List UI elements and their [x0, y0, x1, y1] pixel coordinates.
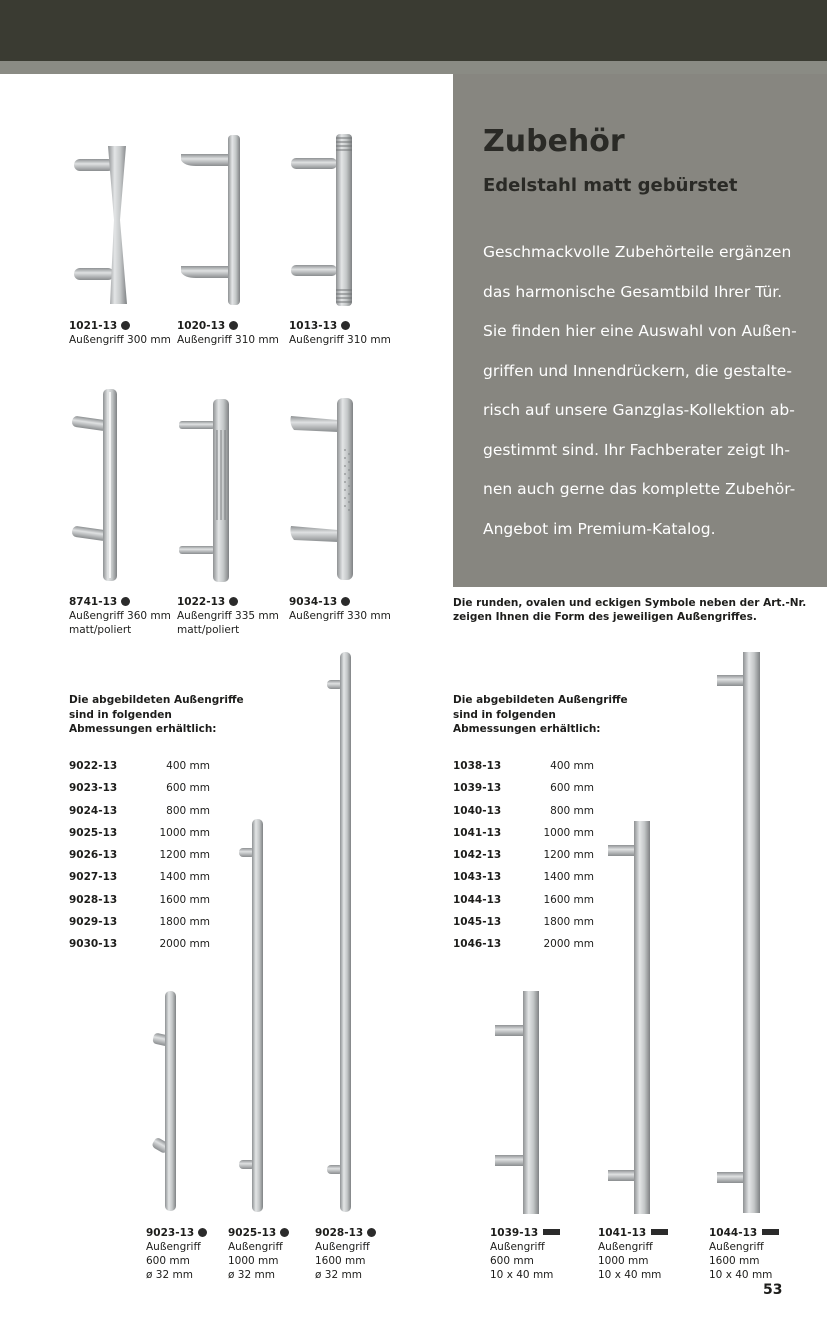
size-value: 600 mm: [166, 782, 210, 795]
article-profile: 10 x 40 mm: [598, 1269, 662, 1281]
bar-9023-13-image: [151, 991, 176, 1211]
size-row: [453, 916, 594, 938]
size-row: [69, 760, 210, 782]
article-profile: 10 x 40 mm: [709, 1269, 773, 1281]
size-code: 9026-13: [69, 849, 118, 862]
availability-heading-right: [453, 693, 628, 737]
size-row: [453, 805, 594, 827]
article-desc: Außengriff: [490, 1241, 545, 1253]
size-row: [453, 849, 594, 871]
size-row: [453, 894, 594, 916]
size-code: 9030-13: [69, 938, 118, 951]
size-value: 1800 mm: [543, 916, 594, 929]
size-value: 1000 mm: [159, 826, 210, 839]
heading-line: Abmessungen erhältlich:: [453, 723, 601, 735]
handle-1013-13-image: [291, 134, 352, 306]
article-finish: matt/poliert: [177, 624, 240, 636]
bar-1041-13-image: [608, 821, 650, 1214]
article-length: 1000 mm: [228, 1255, 279, 1267]
article-profile: 10 x 40 mm: [490, 1269, 554, 1281]
article-length: 600 mm: [490, 1255, 534, 1267]
size-code: 1040-13: [453, 804, 502, 817]
size-row: [453, 938, 594, 960]
article-desc: Außengriff 310 mm: [177, 334, 279, 346]
size-code: 1041-13: [453, 826, 502, 839]
article-finish: matt/poliert: [69, 624, 132, 636]
bar-9025-13-image: [239, 819, 263, 1212]
size-code: 9029-13: [69, 916, 118, 929]
round-shape-icon: [280, 1228, 289, 1237]
caption-9025-13: [228, 1226, 289, 1282]
intro-line: risch auf unsere Ganzglas-Kollektion ab-: [483, 401, 795, 419]
caption-1044-13: [709, 1226, 779, 1282]
article-diameter: ø 32 mm: [315, 1269, 362, 1281]
intro-line: gestimmt sind. Ihr Fachberater zeigt Ih-: [483, 440, 790, 459]
article-code: 1013-13: [289, 320, 338, 332]
handle-8741-13-image: [71, 389, 117, 581]
size-code: 9023-13: [69, 782, 118, 795]
caption-1021-13: [69, 319, 171, 347]
intro-line: nen auch gerne das komplette Zubehör-: [483, 480, 796, 498]
rectangular-shape-icon: [762, 1229, 779, 1235]
bar-1039-13-image: [495, 991, 539, 1214]
intro-line: Angebot im Premium-Katalog.: [483, 519, 716, 538]
size-value: 800 mm: [550, 804, 594, 817]
round-shape-icon: [229, 597, 238, 606]
article-length: 1600 mm: [709, 1255, 760, 1267]
caption-9023-13: [146, 1226, 207, 1282]
round-shape-icon: [229, 321, 238, 330]
size-code: 9027-13: [69, 871, 118, 884]
article-code: 9034-13: [289, 596, 338, 608]
size-value: 1400 mm: [159, 871, 210, 884]
article-diameter: ø 32 mm: [146, 1269, 193, 1281]
article-code: 9025-13: [228, 1227, 277, 1239]
article-code: 9028-13: [315, 1227, 364, 1239]
article-code: 1044-13: [709, 1227, 758, 1239]
bar-1044-13-image: [717, 652, 760, 1213]
size-code: 9024-13: [69, 804, 118, 817]
rectangular-shape-icon: [543, 1229, 560, 1235]
article-desc: Außengriff: [228, 1241, 283, 1253]
size-code: 9028-13: [69, 893, 118, 906]
round-shape-icon: [198, 1228, 207, 1237]
article-desc: Außengriff 330 mm: [289, 610, 391, 622]
round-shape-icon: [341, 321, 350, 330]
caption-1041-13: [598, 1226, 668, 1282]
caption-1020-13: [177, 319, 279, 347]
size-value: 1400 mm: [543, 871, 594, 884]
size-value: 1200 mm: [543, 849, 594, 862]
heading-line: sind in folgenden: [69, 708, 172, 721]
size-row: [69, 916, 210, 938]
article-desc: Außengriff: [146, 1241, 201, 1253]
article-desc: Außengriff: [598, 1241, 653, 1253]
size-row: [69, 938, 210, 960]
size-value: 800 mm: [166, 804, 210, 817]
article-code: 9023-13: [146, 1227, 195, 1239]
article-desc: Außengriff: [315, 1241, 370, 1253]
intro-line: Sie finden hier eine Auswahl von Außen-: [483, 322, 797, 340]
size-value: 1600 mm: [159, 893, 210, 906]
article-code: 1041-13: [598, 1227, 647, 1239]
article-length: 1000 mm: [598, 1255, 649, 1267]
article-length: 600 mm: [146, 1255, 190, 1267]
caption-9028-13: [315, 1226, 376, 1282]
size-code: 1044-13: [453, 893, 502, 906]
caption-8741-13: [69, 595, 171, 637]
bar-9028-13-image: [327, 652, 351, 1212]
handle-1020-13-image: [181, 135, 240, 305]
article-code: 1020-13: [177, 320, 226, 332]
size-code: 1042-13: [453, 849, 502, 862]
size-code: 1038-13: [453, 760, 502, 772]
caption-1039-13: [490, 1226, 560, 1282]
size-value: 2000 mm: [159, 938, 210, 951]
intro-line: Geschmackvolle Zubehörteile ergänzen: [483, 243, 792, 261]
handle-1021-13-image: [74, 146, 127, 304]
size-value: 1600 mm: [543, 893, 594, 906]
size-value: 1200 mm: [159, 849, 210, 862]
note-line: Die runden, ovalen und eckigen Symbole neben der Art.-Nr.: [453, 597, 807, 609]
size-code: 9022-13: [69, 760, 118, 772]
round-shape-icon: [341, 597, 350, 606]
size-code: 1046-13: [453, 938, 502, 951]
size-value: 1000 mm: [543, 826, 594, 839]
article-desc: Außengriff 360 mm: [69, 610, 171, 622]
page-title: Zubehör: [483, 124, 625, 159]
size-row: [453, 760, 594, 782]
size-code: 9025-13: [69, 826, 118, 839]
size-code: 1039-13: [453, 782, 502, 795]
heading-line: sind in folgenden: [453, 708, 556, 721]
article-code: 1021-13: [69, 320, 118, 332]
intro-line: griffen und Innendrückern, die gestalte-: [483, 361, 792, 380]
article-desc: Außengriff 300 mm: [69, 334, 171, 346]
heading-line: Die abgebildeten Außengriffe: [453, 694, 628, 706]
intro-line: das harmonische Gesamtbild Ihrer Tür.: [483, 282, 783, 301]
caption-9034-13: [289, 595, 391, 623]
article-desc: Außengriff 335 mm: [177, 610, 279, 622]
article-code: 1022-13: [177, 596, 226, 608]
availability-heading-left: [69, 693, 244, 737]
article-diameter: ø 32 mm: [228, 1269, 275, 1281]
size-value: 1800 mm: [159, 916, 210, 929]
caption-1013-13: [289, 319, 391, 347]
handle-9034-13-image: [290, 398, 353, 580]
size-row: [453, 782, 594, 804]
note-line: zeigen Ihnen die Form des jeweiligen Außengriffes.: [453, 611, 757, 623]
heading-line: Abmessungen erhältlich:: [69, 723, 217, 735]
size-row: [69, 827, 210, 849]
article-length: 1600 mm: [315, 1255, 366, 1267]
size-value: 400 mm: [550, 760, 594, 772]
size-table-left: [69, 760, 210, 961]
handle-1022-13-image: [179, 399, 229, 582]
size-row: [69, 849, 210, 871]
size-value: 2000 mm: [543, 938, 594, 951]
size-row: [69, 871, 210, 893]
size-table-right: [453, 760, 594, 961]
round-shape-icon: [121, 321, 130, 330]
article-code: 8741-13: [69, 596, 118, 608]
article-code: 1039-13: [490, 1227, 539, 1239]
caption-1022-13: [177, 595, 279, 637]
size-row: [69, 894, 210, 916]
size-value: 600 mm: [550, 782, 594, 795]
round-shape-icon: [121, 597, 130, 606]
size-row: [69, 805, 210, 827]
page-subtitle: Edelstahl matt gebürstet: [483, 175, 738, 196]
size-code: 1043-13: [453, 871, 502, 884]
page-number: 53: [763, 1282, 783, 1298]
size-value: 400 mm: [166, 760, 210, 772]
size-code: 1045-13: [453, 916, 502, 929]
size-row: [69, 782, 210, 804]
rectangular-shape-icon: [651, 1229, 668, 1235]
size-row: [453, 827, 594, 849]
heading-line: Die abgebildeten Außengriffe: [69, 694, 244, 706]
size-row: [453, 871, 594, 893]
article-desc: Außengriff: [709, 1241, 764, 1253]
article-desc: Außengriff 310 mm: [289, 334, 391, 346]
round-shape-icon: [367, 1228, 376, 1237]
